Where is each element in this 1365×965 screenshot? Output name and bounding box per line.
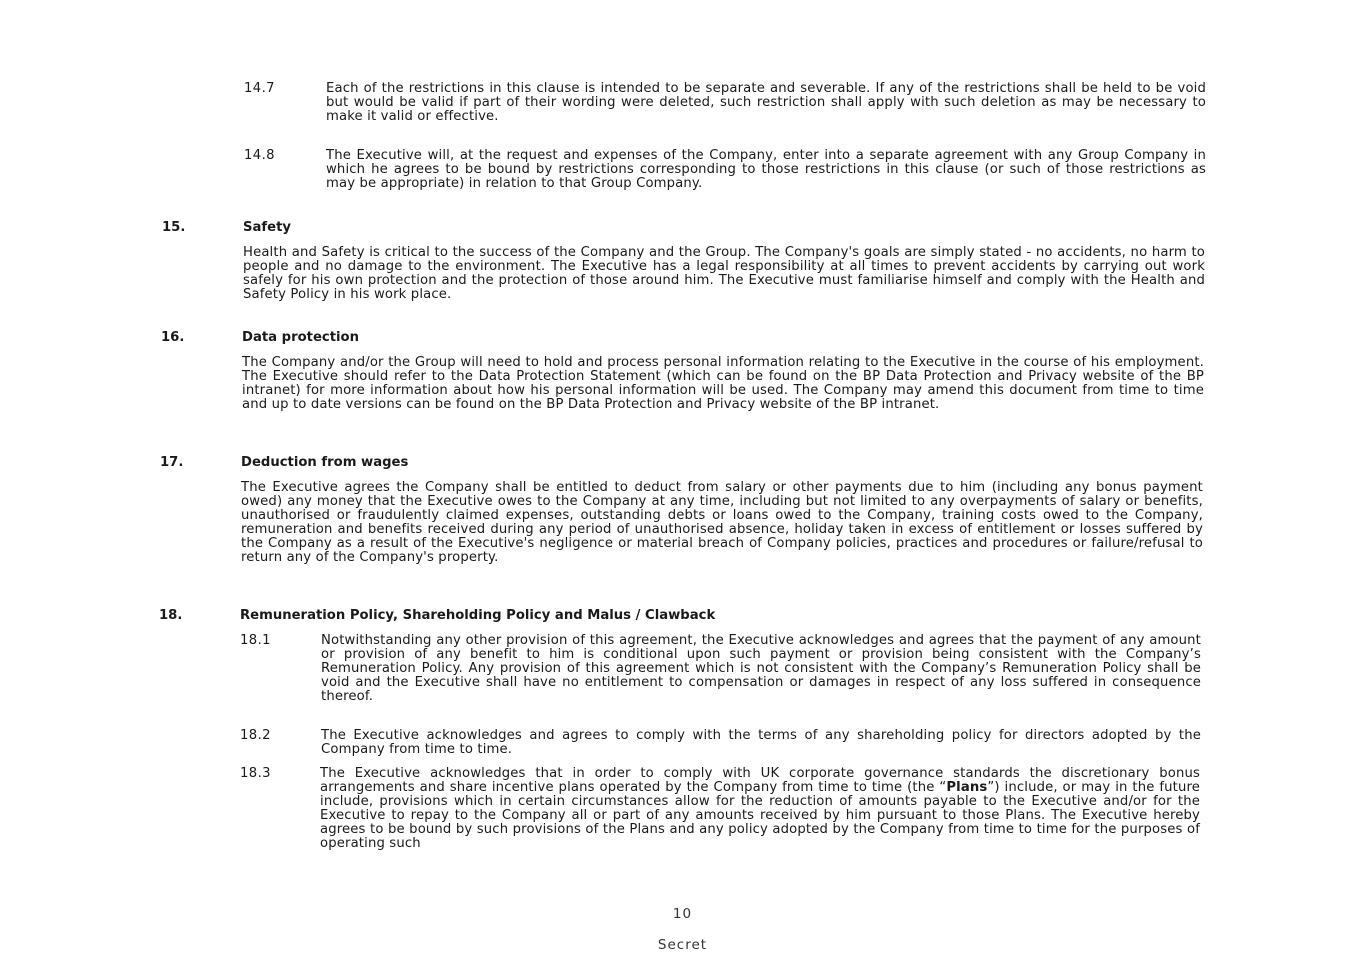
clause-14-8-number: 14.8 <box>244 148 275 163</box>
clause-14-8-text: The Executive will, at the request and expenses of the Company, enter into a separate agreement with any Group Company in which he agrees to be bound by restrictions corresponding to those restrictions in this clause (or such of those restrictions as may be appropriate) in relation to that Group Company. <box>326 148 1206 191</box>
clause-18-2-number: 18.2 <box>240 728 271 743</box>
clause-18-2-text: The Executive acknowledges and agrees to comply with the terms of any shareholding policy for directors adopted by the Company from time to time. <box>321 728 1201 757</box>
clause-14-7-number: 14.7 <box>244 81 275 96</box>
clause-15-number: 15. <box>162 220 186 235</box>
page-number: 10 <box>672 906 693 922</box>
defined-term-plans: Plans <box>946 780 988 795</box>
clause-18-3-text-after: ”) include, or may in the future include, provisions which in certain circumstances allow for the reduction of amounts payable to the Executive and/or for the Executive to repay to the Company all or part of any amounts received by him pursuant to those Plans. The Executive hereby agrees to be bound by such provisions of the Plans and any policy adopted by the Company from time to time for the purposes of operating such <box>320 780 1200 851</box>
clause-18-number: 18. <box>159 608 183 623</box>
clause-18-3-text-before: The Executive acknowledges that in order to comply with UK corporate governance standards the discretionary bonus arrangements and share incentive plans operated by the Company from time to time (the “ <box>320 766 1200 795</box>
clause-15-text: Health and Safety is critical to the success of the Company and the Group. The Company's goals are simply stated - no accidents, no harm to people and no damage to the environment. The Executive has a legal responsibility at all times to prevent accidents by carrying out work safely for his own protection and the protection of those around him. The Executive must familiarise himself and comply with the Health and Safety Policy in his work place. <box>243 245 1205 302</box>
clause-18-1-text: Notwithstanding any other provision of this agreement, the Executive acknowledges and agrees that the payment of any amount or provision of any benefit to him is conditional upon such payment or provision being consistent with the Company’s Remuneration Policy. Any provision of this agreement which is not consistent with the Company’s Remuneration Policy shall be void and the Executive shall have no entitlement to compensation or damages in respect of any loss suffered in consequence thereof. <box>321 633 1201 704</box>
clause-14-7-text: Each of the restrictions in this clause is intended to be separate and severable. If any of the restrictions shall be held to be void but would be valid if part of their wording were deleted, such restriction shall apply with such deletion as may be necessary to make it valid or effective. <box>326 81 1206 124</box>
clause-18-3-text <box>320 767 1200 851</box>
clause-16-title: Data protection <box>242 330 359 345</box>
clause-18-3-number: 18.3 <box>240 766 271 781</box>
clause-17-text: The Executive agrees the Company shall be entitled to deduct from salary or other payments due to him (including any bonus payment owed) any money that the Executive owes to the Company at any time, including but not limited to any overpayments of salary or benefits, unauthorised or fraudulently claimed expenses, outstanding debts or loans owed to the Company, training costs owed to the Company, remuneration and benefits received during any period of unauthorised absence, holiday taken in excess of entitlement or losses suffered by the Company as a result of the Executive's negligence or material breach of Company policies, practices and procedures or failure/refusal to return any of the Company's property. <box>241 480 1203 565</box>
clause-15-title: Safety <box>243 220 291 235</box>
clause-16-text: The Company and/or the Group will need to hold and process personal information relating to the Executive in the course of his employment. The Executive should refer to the Data Protection Statement (which can be found on the BP Data Protection and Privacy website of the BP intranet) for more information about how his personal information will be used. The Company may amend this document from time to time and up to date versions can be found on the BP Data Protection and Privacy website of the BP intranet. <box>242 355 1204 412</box>
clause-18-1-number: 18.1 <box>240 633 271 648</box>
clause-16-number: 16. <box>161 330 185 345</box>
classification-label: Secret <box>657 937 708 953</box>
clause-18-title: Remuneration Policy, Shareholding Policy and Malus / Clawback <box>240 608 716 623</box>
clause-17-number: 17. <box>160 455 184 470</box>
clause-17-title: Deduction from wages <box>241 455 409 470</box>
